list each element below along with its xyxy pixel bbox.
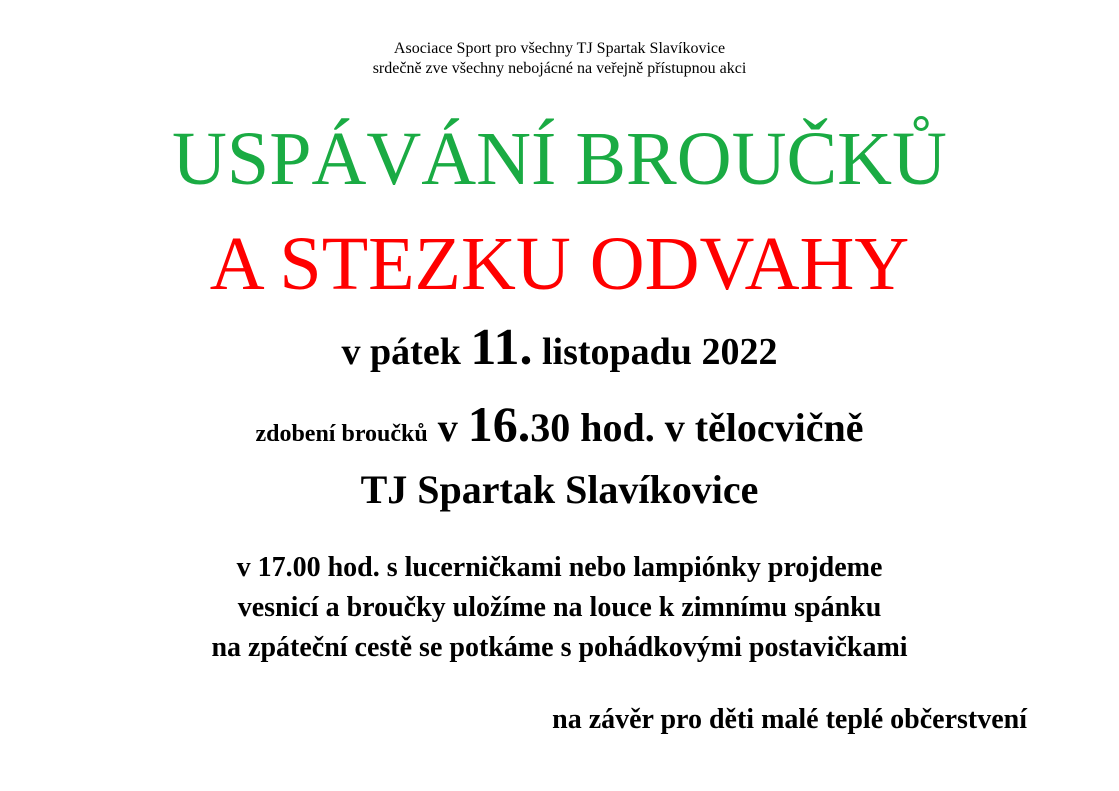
event-venue: TJ Spartak Slavíkovice bbox=[360, 467, 759, 512]
time-v: v bbox=[437, 405, 458, 450]
event-time bbox=[0, 394, 1119, 464]
event-date bbox=[0, 318, 1119, 382]
intro-invitation-line: srdečně zve všechny nebojácné na veřejně přístupnou akci bbox=[372, 60, 747, 77]
headline-red: A STEZKU ODVAHY bbox=[209, 222, 910, 306]
time-rest: 30 hod. v tělocvičně bbox=[530, 405, 864, 450]
program-line-1: v 17.00 hod. s lucerničkami nebo lampiónky projdeme bbox=[236, 552, 883, 583]
closing-note: na závěr pro děti malé teplé občerstvení bbox=[552, 704, 1027, 735]
date-day: 11. bbox=[470, 319, 533, 376]
date-prefix: v pátek bbox=[341, 331, 461, 373]
date-month-year: listopadu 2022 bbox=[541, 331, 778, 373]
program-line-2: vesnicí a broučky uložíme na louce k zimnímu spánku bbox=[237, 592, 882, 623]
time-hour: 16. bbox=[467, 396, 531, 452]
program-line-3: na zpáteční cestě se potkáme s pohádkovými postavičkami bbox=[211, 632, 908, 663]
time-label: zdobení broučků bbox=[255, 421, 428, 447]
headline-green: USPÁVÁNÍ BROUČKŮ bbox=[172, 117, 947, 201]
intro-organizer-line: Asociace Sport pro všechny TJ Spartak Slavíkovice bbox=[393, 40, 726, 57]
